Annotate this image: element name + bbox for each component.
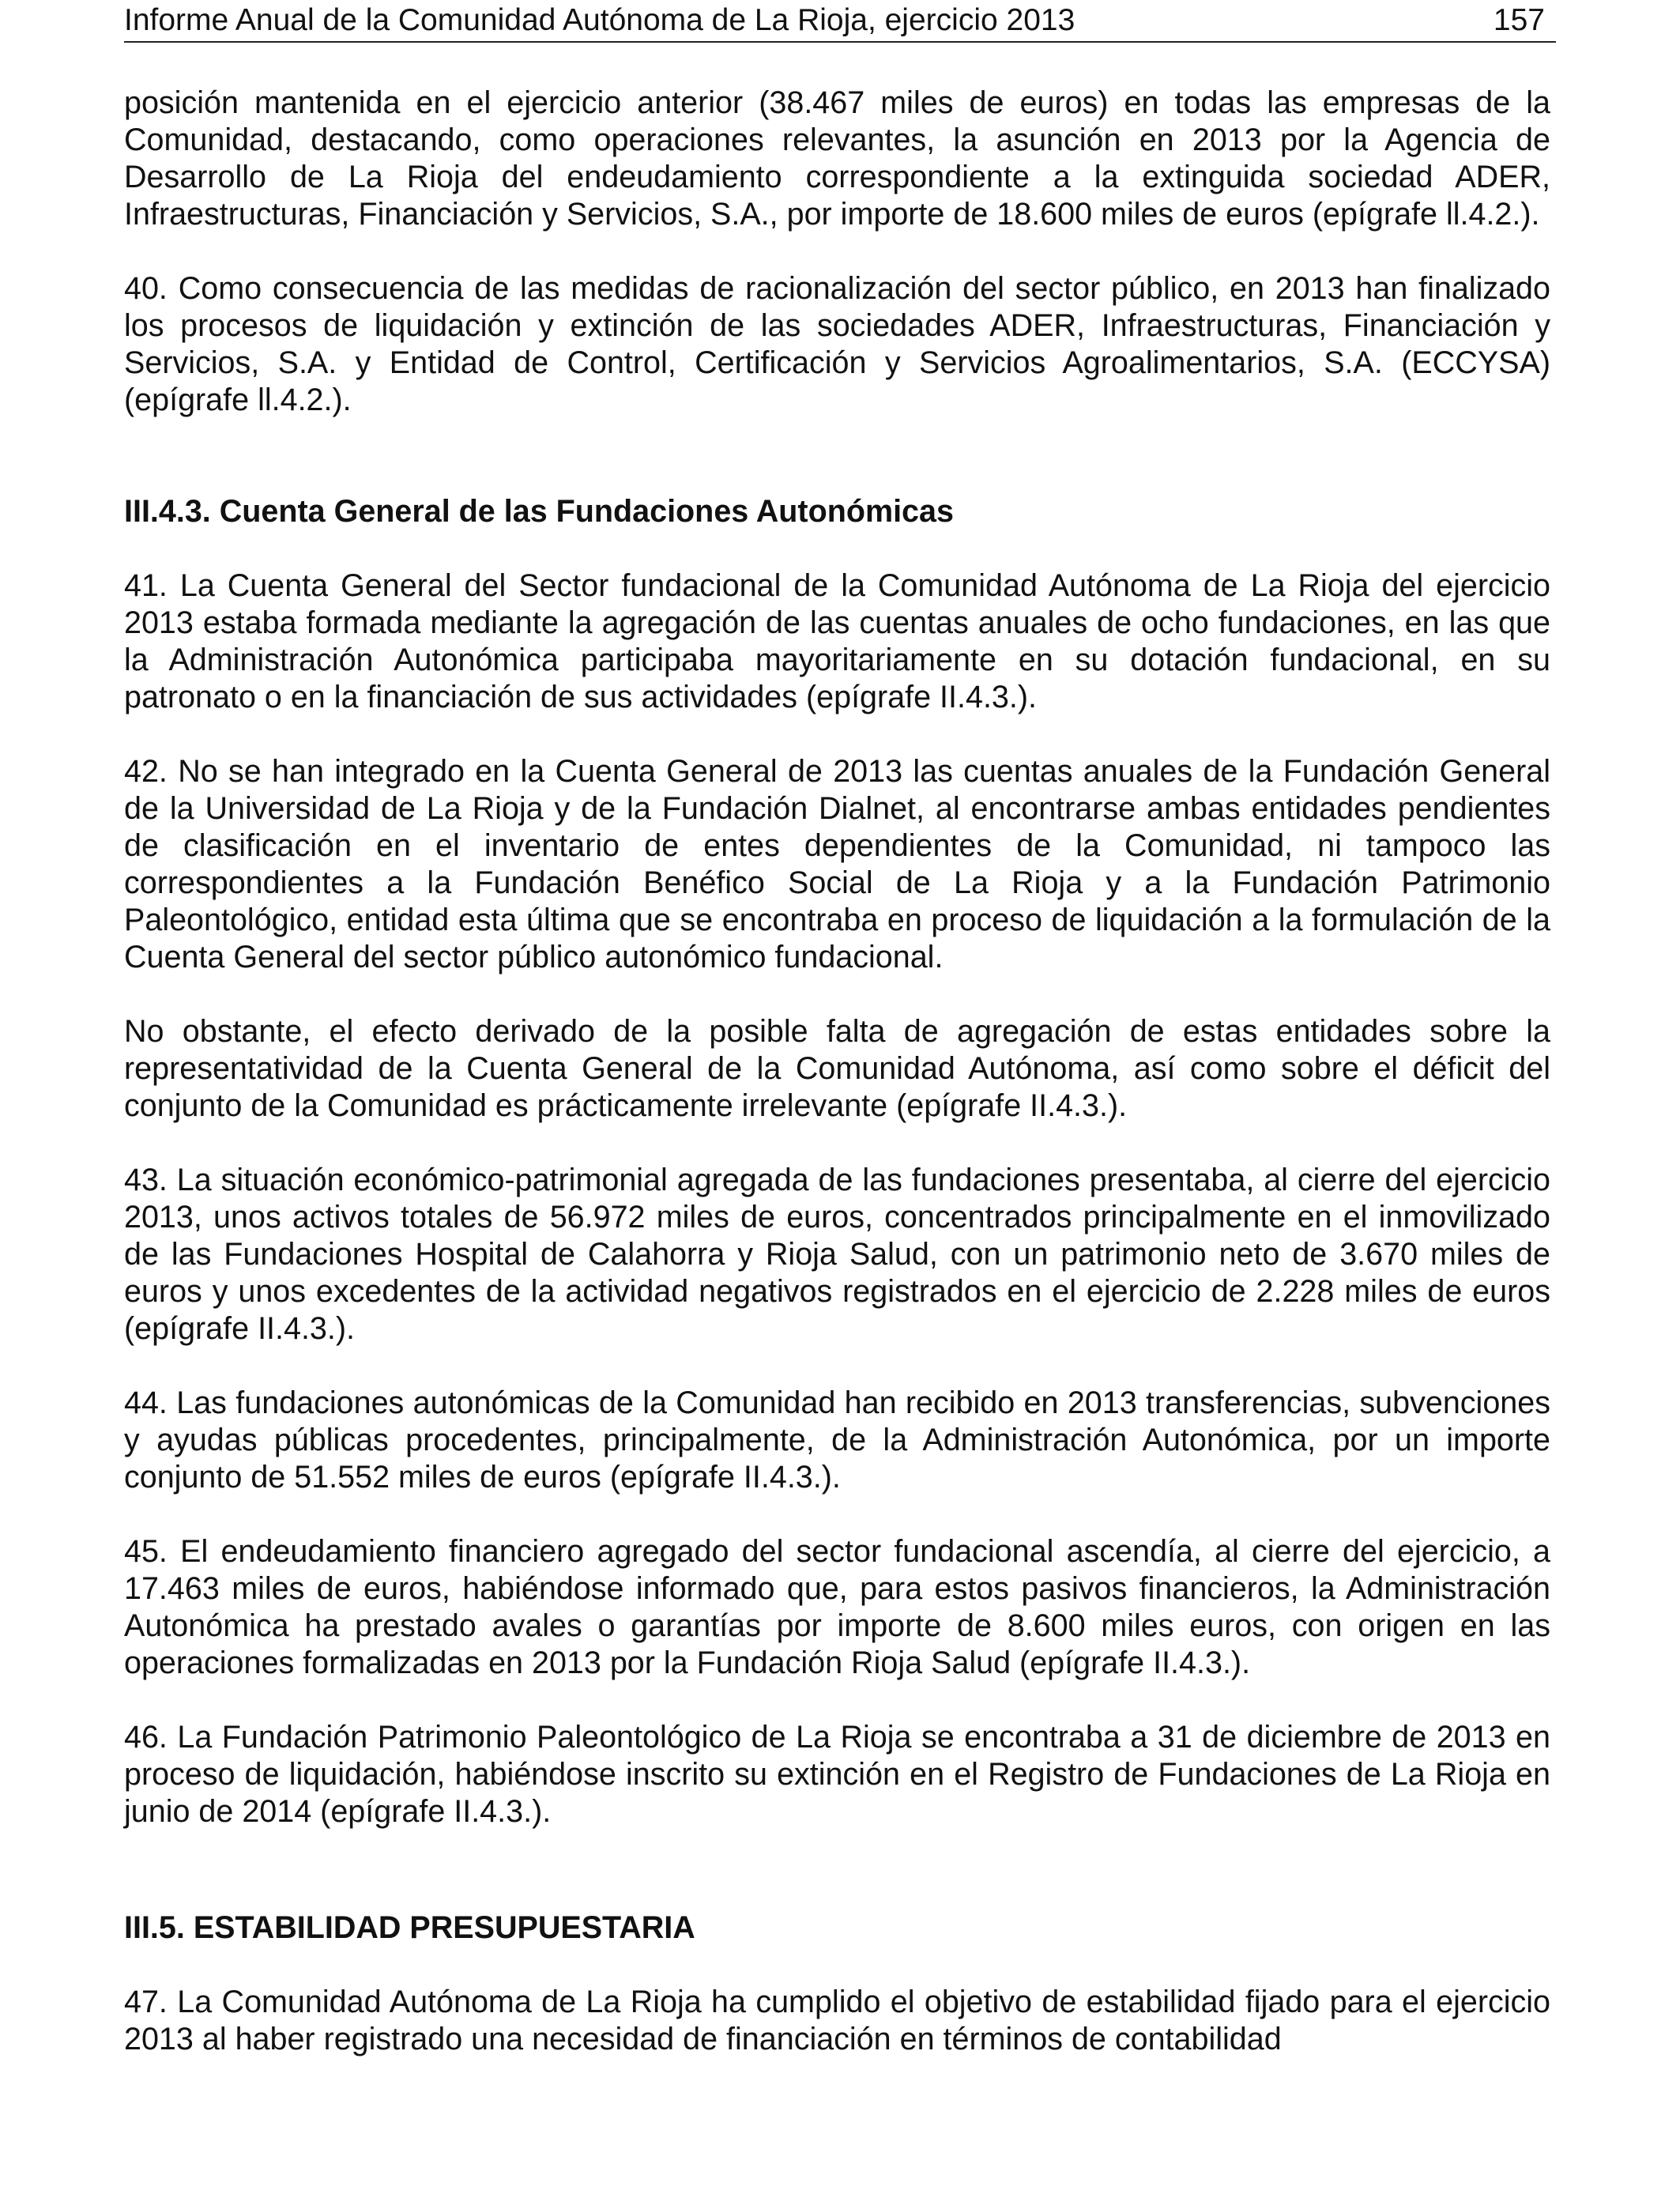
paragraph-43: 43. La situación económico-patrimonial agregada de las fundaciones presentaba, al cierre del ejercicio 2013, unos activos totales de 56.972 miles de euros, concentrados principalmente en el inmovilizado de las Fundaciones Hospital de Calahorra y Rioja Salud, con un patrimonio neto de 3.670 miles de euros y unos excedentes de la actividad negativos registrados en el ejercicio de 2.228 miles de euros (epígrafe II.4.3.). xyxy=(124,1163,1550,1346)
paragraph-45: 45. El endeudamiento financiero agregado del sector fundacional ascendía, al cierre del ejercicio, a 17.463 miles de euros, habiéndose informado que, para estos pasivos financieros, la Administración Autonómica ha prestado avales o garantías por importe de 8.600 miles euros, con origen en las operaciones formalizadas en 2013 por la Fundación Rioja Salud (epígrafe II.4.3.). xyxy=(124,1534,1550,1680)
document-body xyxy=(124,85,1550,2095)
paragraph-41: 41. La Cuenta General del Sector fundacional de la Comunidad Autónoma de La Rioja del ejercicio 2013 estaba formada mediante la agregación de las cuentas anuales de ocho fundaciones, en las que la Administración Autonómica participaba mayoritariamente en su dotación fundacional, en su patronato o en la financiación de sus actividades (epígrafe II.4.3.). xyxy=(124,568,1550,714)
paragraph-44: 44. Las fundaciones autonómicas de la Comunidad han recibido en 2013 transferencias, subvenciones y ayudas públicas procedentes, principalmente, de la Administración Autonómica, por un importe conjunto de 51.552 miles de euros (epígrafe II.4.3.). xyxy=(124,1385,1550,1495)
page-header xyxy=(124,2,1556,43)
paragraph-continuation: posición mantenida en el ejercicio anterior (38.467 miles de euros) en todas las empresas de la Comunidad, destacando, como operaciones relevantes, la asunción en 2013 por la Agencia de Desarrollo de La Rioja del endeudamiento correspondiente a la extinguida sociedad ADER, Infraestructuras, Financiación y Servicios, S.A., por importe de 18.600 miles de euros (epígrafe ll.4.2.). xyxy=(124,85,1550,232)
paragraph-46: 46. La Fundación Patrimonio Paleontológico de La Rioja se encontraba a 31 de diciembre de 2013 en proceso de liquidación, habiéndose inscrito su extinción en el Registro de Fundaciones de La Rioja en junio de 2014 (epígrafe II.4.3.). xyxy=(124,1720,1550,1829)
paragraph-47: 47. La Comunidad Autónoma de La Rioja ha cumplido el objetivo de estabilidad fijado para el ejercicio 2013 al haber registrado una necesidad de financiación en términos de contabilidad xyxy=(124,1985,1550,2056)
paragraph-40: 40. Como consecuencia de las medidas de racionalización del sector público, en 2013 han finalizado los procesos de liquidación y extinción de las sociedades ADER, Infraestructuras, Financiación y Servicios, S.A. y Entidad de Control, Certificación y Servicios Agroalimentarios, S.A. (ECCYSA) (epígrafe ll.4.2.). xyxy=(124,271,1550,417)
section-heading-iii-4-3: III.4.3. Cuenta General de las Fundaciones Autonómicas xyxy=(124,494,954,529)
paragraph-42: 42. No se han integrado en la Cuenta General de 2013 las cuentas anuales de la Fundación General de la Universidad de La Rioja y de la Fundación Dialnet, al encontrarse ambas entidades pendientes de clasificación en el inventario de entes dependientes de la Comunidad, ni tampoco las correspondientes a la Fundación Benéfico Social de La Rioja y a la Fundación Patrimonio Paleontológico, entidad esta última que se encontraba en proceso de liquidación a la formulación de la Cuenta General del sector público autonómico fundacional. xyxy=(124,754,1550,974)
section-heading-iii-5: III.5. ESTABILIDAD PRESUPUESTARIA xyxy=(124,1910,695,1945)
report-title: Informe Anual de la Comunidad Autónoma de La Rioja, ejercicio 2013 xyxy=(124,3,1075,37)
page-number: 157 xyxy=(1493,3,1545,37)
paragraph-42-note: No obstante, el efecto derivado de la posible falta de agregación de estas entidades sobre la representatividad de la Cuenta General de la Comunidad Autónoma, así como sobre el déficit del conjunto de la Comunidad es prácticamente irrelevante (epígrafe II.4.3.). xyxy=(124,1014,1550,1123)
